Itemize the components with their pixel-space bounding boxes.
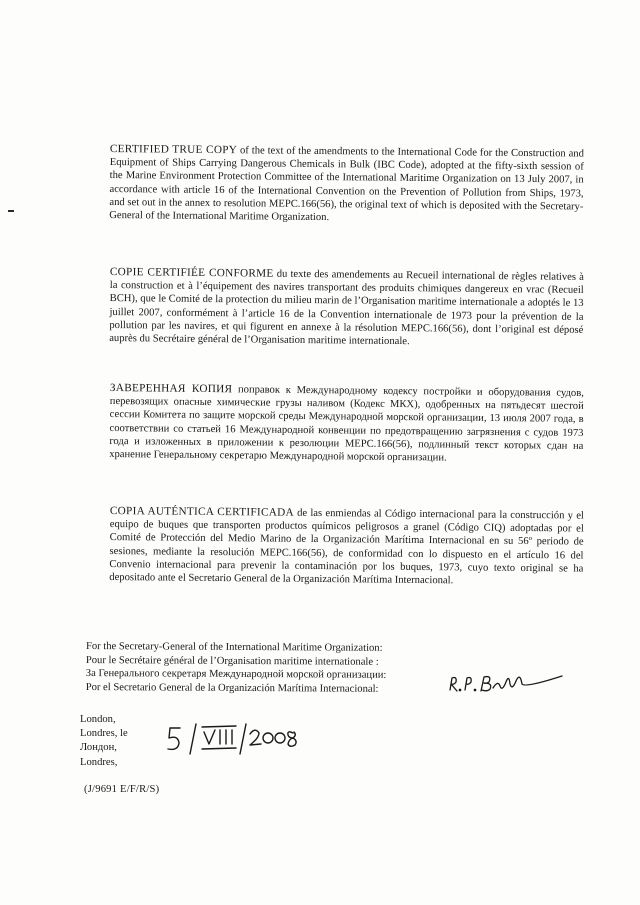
lead-french: COPIE CERTIFIÉE CONFORME [109,266,274,280]
place-block [80,713,128,770]
body-french: du texte des amendements au Recueil international de règles relatives à la construction et à l’équipement des navires transportant des produits chimiques dangereux en vrac (Recueil BCH), que le Comité de la protection du milieu marin de l’Organisation maritime internationale a adoptés le 13 juillet 2007, conformément à l’article 16 de la Convention internationale de 1973 pour la prévention de la pollution par les navires, et qui figurent en annexe à la résolution MEPC.166(56), dont l’original est déposé auprès du Secrétaire général de l’Organisation maritime internationale. [109,268,584,348]
handwritten-signature [446,668,566,698]
lead-spanish: COPIA AUTÉNTICA CERTIFICADA [109,505,294,519]
signatory-line-english: For the Secretary-General of the International Maritime Organization: [85,641,383,654]
place-french: Londres, le [80,728,128,740]
body-english: of the text of the amendments to the International Code for the Construction and Equipment of Ships Carrying Dangerous Chemicals in Bulk (IBC Code), adopted at the fifty-sixth session of the Marine Environment Protection Committee of the International Maritime Organization on 13 July 2007, in accordance with article 16 of the International Convention on the Prevention of Pollution from Ships, 1973, and set out in the annex to resolution MEPC.166(56), the original text of which is deposited with the Secretary-General of the International Maritime Organization. [109,145,584,224]
signatory-line-french: Pour le Secrétaire général de l’Organisation maritime internationale : [85,654,379,668]
margin-mark [8,210,14,212]
paragraph-spanish [109,505,584,589]
handwritten-date [160,716,310,760]
paragraph-french [109,266,584,350]
signatory-line-spanish: Por el Secretario General de la Organización Marítima Internacional: [85,681,379,695]
lead-english: CERTIFIED TRUE COPY [109,143,238,157]
document-reference: (J/9691 E/F/R/S) [84,784,160,795]
signatory-line-russian: За Генерального секретаря Международной морской организации: [85,668,387,682]
paragraph-russian [109,382,584,466]
body-spanish: de las enmiendas al Código internacional para la construcción y el equipo de buques que transporten productos químicos peligrosos a granel (Código CIQ) adoptadas por el Comité de Protección del Medio Marino de la Organización Marítima Internacional en su 56º periodo de sesiones, mediante la resolución MEPC.166(56), de conformidad con lo dispuesto en el artículo 16 del Convenio internacional para prevenir la contaminación por los buques, 1973, cuyo texto original se ha depositado ante el Secretario General de la Organización Marítima Internacional. [109,507,584,587]
body-russian: поправок к Международному кодексу постройки и оборудования судов, перевозящих опасные химические грузы наливом (Кодекс МКХ), одобренных на пятьдесят шестой сессии Комитета по защите морской среды Международной морской организации, 13 июля 2007 года, в соответствии со статьей 16 Международной конвенции по предотвращению загрязнения с судов 1973 года и изложенных в приложении к резолюции MEPC.166(56), подлинный текст которых сдан на хранение Генеральному секретарю Международной морской организации. [109,384,584,464]
place-english: London, [80,714,116,725]
signatory-block [86,640,446,697]
place-russian: Лондон, [80,742,117,754]
place-spanish: Londres, [80,756,118,768]
lead-russian: ЗАВЕРЕННАЯ КОПИЯ [109,382,233,396]
paragraph-english [109,143,584,227]
